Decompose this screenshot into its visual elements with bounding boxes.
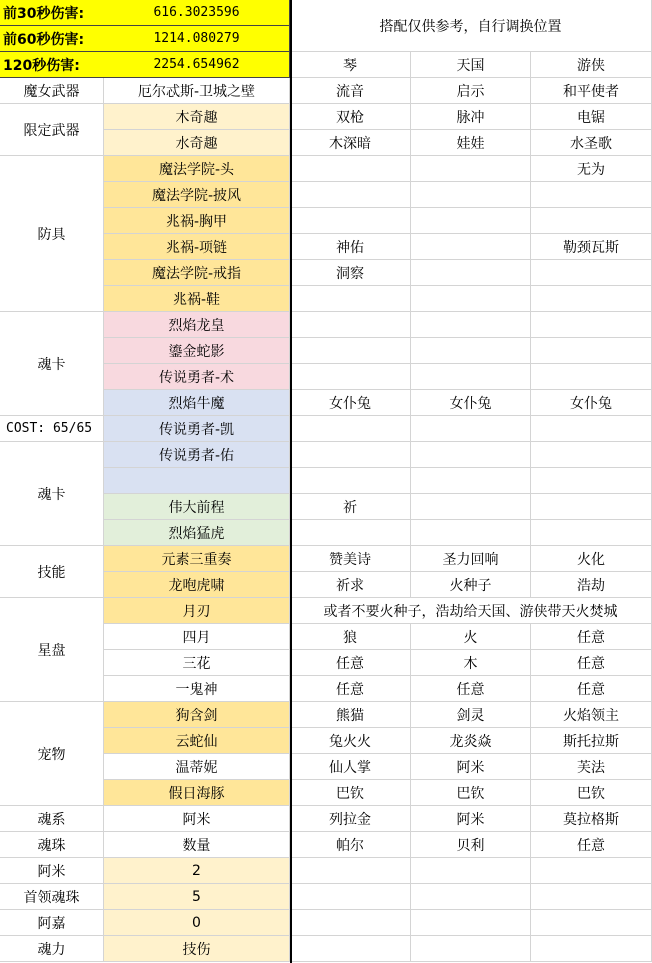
value-cell-1[interactable]: 木深暗 [290, 130, 411, 156]
value-cell-3[interactable]: 和平使者 [531, 78, 652, 104]
value-cell-3[interactable] [531, 936, 652, 962]
damage-value-d30[interactable]: 616.3023596 [104, 0, 290, 26]
value-cell-3[interactable]: 电锯 [531, 104, 652, 130]
item-cell[interactable]: 技伤 [104, 936, 290, 962]
damage-label-d120[interactable]: 120秒伤害: [0, 52, 104, 78]
category-star[interactable]: 星盘 [0, 598, 104, 702]
value-cell-2[interactable] [411, 260, 531, 286]
item-cell[interactable]: 鎏金蛇影 [104, 338, 290, 364]
value-cell-3[interactable]: 斯托拉斯 [531, 728, 652, 754]
value-cell-2[interactable] [411, 234, 531, 260]
item-cell[interactable]: 伟大前程 [104, 494, 290, 520]
item-cell[interactable]: 兆祸-项链 [104, 234, 290, 260]
value-cell-2[interactable] [411, 416, 531, 442]
value-cell-1[interactable] [290, 520, 411, 546]
value-cell-3[interactable]: 火化 [531, 546, 652, 572]
category-pet[interactable]: 宠物 [0, 702, 104, 806]
item-cell[interactable]: 传说勇者-佑 [104, 442, 290, 468]
value-cell-2[interactable] [411, 208, 531, 234]
value-cell-2[interactable] [411, 182, 531, 208]
value-cell-2[interactable]: 剑灵 [411, 702, 531, 728]
value-cell-3[interactable]: 浩劫 [531, 572, 652, 598]
item-cell[interactable]: 数量 [104, 832, 290, 858]
item-cell[interactable]: 狗含剑 [104, 702, 290, 728]
value-cell-3[interactable] [531, 416, 652, 442]
value-cell-3[interactable] [531, 468, 652, 494]
category-skill[interactable]: 技能 [0, 546, 104, 598]
category-soul_power[interactable]: 魂力 [0, 936, 104, 962]
item-cell[interactable]: 兆祸-胸甲 [104, 208, 290, 234]
value-cell-3[interactable]: 水圣歌 [531, 130, 652, 156]
value-cell-2[interactable]: 阿米 [411, 754, 531, 780]
item-cell[interactable]: 云蛇仙 [104, 728, 290, 754]
value-cell-1[interactable] [290, 884, 411, 910]
category-armor[interactable]: 防具 [0, 156, 104, 312]
value-cell-1[interactable] [290, 364, 411, 390]
value-cell-3[interactable] [531, 364, 652, 390]
value-cell-2[interactable]: 启示 [411, 78, 531, 104]
column-header-3[interactable]: 游侠 [531, 52, 652, 78]
value-cell-2[interactable]: 龙炎焱 [411, 728, 531, 754]
value-cell-3[interactable] [531, 884, 652, 910]
value-cell-3[interactable] [531, 208, 652, 234]
item-cell[interactable]: 龙咆虎啸 [104, 572, 290, 598]
item-cell[interactable]: 元素三重奏 [104, 546, 290, 572]
value-cell-2[interactable] [411, 156, 531, 182]
value-cell-3[interactable] [531, 338, 652, 364]
value-cell-1[interactable]: 列拉金 [290, 806, 411, 832]
value-cell-1[interactable] [290, 312, 411, 338]
value-cell-2[interactable] [411, 364, 531, 390]
value-cell-2[interactable] [411, 858, 531, 884]
damage-value-d120[interactable]: 2254.654962 [104, 52, 290, 78]
value-cell-3[interactable] [531, 312, 652, 338]
item-cell[interactable]: 一鬼神 [104, 676, 290, 702]
category-ami[interactable]: 阿米 [0, 858, 104, 884]
value-cell-2[interactable]: 贝利 [411, 832, 531, 858]
value-cell-2[interactable]: 任意 [411, 676, 531, 702]
value-cell-3[interactable] [531, 442, 652, 468]
value-cell-3[interactable]: 任意 [531, 676, 652, 702]
value-cell-3[interactable] [531, 494, 652, 520]
value-cell-1[interactable] [290, 338, 411, 364]
category-leader_bead[interactable]: 首领魂珠 [0, 884, 104, 910]
item-cell[interactable]: 三花 [104, 650, 290, 676]
value-cell-3[interactable] [531, 858, 652, 884]
item-cell[interactable]: 烈焰猛虎 [104, 520, 290, 546]
damage-value-d60[interactable]: 1214.080279 [104, 26, 290, 52]
value-cell-1[interactable]: 赞美诗 [290, 546, 411, 572]
value-cell-3[interactable] [531, 182, 652, 208]
value-cell-2[interactable]: 巴钦 [411, 780, 531, 806]
value-cell-2[interactable]: 圣力回响 [411, 546, 531, 572]
value-cell-1[interactable]: 女仆兔 [290, 390, 411, 416]
item-cell[interactable]: 木奇趣 [104, 104, 290, 130]
value-cell-1[interactable] [290, 442, 411, 468]
category-soulcard2[interactable]: 魂卡 [0, 442, 104, 546]
value-cell-3[interactable]: 无为 [531, 156, 652, 182]
value-cell-2[interactable] [411, 910, 531, 936]
category-cost[interactable]: COST: 65/65 [0, 416, 104, 442]
value-cell-1[interactable] [290, 858, 411, 884]
value-cell-1[interactable]: 兔火火 [290, 728, 411, 754]
value-cell-1[interactable]: 狼 [290, 624, 411, 650]
value-cell-3[interactable] [531, 286, 652, 312]
value-cell-2[interactable]: 阿米 [411, 806, 531, 832]
value-cell-2[interactable] [411, 286, 531, 312]
value-cell-1[interactable]: 流音 [290, 78, 411, 104]
value-cell-1[interactable] [290, 468, 411, 494]
item-cell[interactable]: 兆祸-鞋 [104, 286, 290, 312]
value-cell-2[interactable] [411, 936, 531, 962]
value-cell-3[interactable]: 任意 [531, 832, 652, 858]
item-cell[interactable]: 2 [104, 858, 290, 884]
value-cell-3[interactable] [531, 520, 652, 546]
item-cell[interactable]: 烈焰龙皇 [104, 312, 290, 338]
value-cell-2[interactable]: 娃娃 [411, 130, 531, 156]
value-cell-2[interactable] [411, 338, 531, 364]
value-cell-1[interactable]: 仙人掌 [290, 754, 411, 780]
category-soul_sys[interactable]: 魂系 [0, 806, 104, 832]
value-cell-1[interactable]: 熊猫 [290, 702, 411, 728]
value-cell-1[interactable]: 双枪 [290, 104, 411, 130]
value-cell-1[interactable] [290, 936, 411, 962]
item-cell[interactable]: 水奇趣 [104, 130, 290, 156]
category-limited[interactable]: 限定武器 [0, 104, 104, 156]
item-cell[interactable]: 传说勇者-术 [104, 364, 290, 390]
value-cell-1[interactable]: 巴钦 [290, 780, 411, 806]
item-cell[interactable]: 阿米 [104, 806, 290, 832]
value-cell-3[interactable] [531, 260, 652, 286]
item-cell[interactable]: 0 [104, 910, 290, 936]
item-cell[interactable]: 温蒂妮 [104, 754, 290, 780]
value-cell-1[interactable]: 祈 [290, 494, 411, 520]
note-span-cell[interactable]: 或者不要火种子，浩劫给天国、游侠带天火焚城 [290, 598, 652, 624]
value-cell-3[interactable]: 勒颈瓦斯 [531, 234, 652, 260]
value-cell-1[interactable]: 帕尔 [290, 832, 411, 858]
value-cell-2[interactable] [411, 494, 531, 520]
value-cell-1[interactable] [290, 416, 411, 442]
value-cell-2[interactable]: 火种子 [411, 572, 531, 598]
value-cell-3[interactable]: 火焰领主 [531, 702, 652, 728]
value-cell-1[interactable]: 洞察 [290, 260, 411, 286]
item-cell[interactable]: 传说勇者-凯 [104, 416, 290, 442]
category-soul_bead[interactable]: 魂珠 [0, 832, 104, 858]
value-cell-1[interactable] [290, 910, 411, 936]
value-cell-3[interactable]: 莫拉格斯 [531, 806, 652, 832]
value-cell-1[interactable] [290, 286, 411, 312]
value-cell-1[interactable] [290, 156, 411, 182]
value-cell-1[interactable]: 祈求 [290, 572, 411, 598]
value-cell-1[interactable]: 任意 [290, 676, 411, 702]
value-cell-2[interactable]: 脉冲 [411, 104, 531, 130]
note-cell[interactable]: 搭配仅供参考，自行调换位置 [290, 0, 652, 52]
item-cell[interactable]: 厄尔忒斯-卫城之壁 [104, 78, 290, 104]
item-cell[interactable]: 烈焰牛魔 [104, 390, 290, 416]
category-ajia[interactable]: 阿嘉 [0, 910, 104, 936]
value-cell-3[interactable] [531, 910, 652, 936]
value-cell-2[interactable] [411, 520, 531, 546]
value-cell-1[interactable]: 任意 [290, 650, 411, 676]
value-cell-3[interactable]: 女仆兔 [531, 390, 652, 416]
value-cell-2[interactable]: 女仆兔 [411, 390, 531, 416]
category-weapon[interactable]: 魔女武器 [0, 78, 104, 104]
value-cell-2[interactable]: 木 [411, 650, 531, 676]
damage-label-d60[interactable]: 前60秒伤害: [0, 26, 104, 52]
category-soulcard1[interactable]: 魂卡 [0, 312, 104, 416]
value-cell-3[interactable]: 任意 [531, 624, 652, 650]
value-cell-1[interactable] [290, 182, 411, 208]
item-cell[interactable]: 5 [104, 884, 290, 910]
item-cell[interactable]: 四月 [104, 624, 290, 650]
item-cell[interactable]: 月刃 [104, 598, 290, 624]
column-separator [290, 0, 292, 963]
value-cell-2[interactable] [411, 312, 531, 338]
value-cell-1[interactable] [290, 208, 411, 234]
item-cell[interactable]: 假日海豚 [104, 780, 290, 806]
value-cell-3[interactable]: 巴钦 [531, 780, 652, 806]
value-cell-3[interactable]: 芙法 [531, 754, 652, 780]
column-header-2[interactable]: 天国 [411, 52, 531, 78]
value-cell-1[interactable]: 神佑 [290, 234, 411, 260]
item-cell[interactable]: 魔法学院-头 [104, 156, 290, 182]
item-cell[interactable]: 魔法学院-戒指 [104, 260, 290, 286]
damage-label-d30[interactable]: 前30秒伤害: [0, 0, 104, 26]
value-cell-2[interactable] [411, 884, 531, 910]
value-cell-2[interactable]: 火 [411, 624, 531, 650]
value-cell-3[interactable]: 任意 [531, 650, 652, 676]
item-cell[interactable] [104, 468, 290, 494]
item-cell[interactable]: 魔法学院-披风 [104, 182, 290, 208]
column-header-1[interactable]: 琴 [290, 52, 411, 78]
value-cell-2[interactable] [411, 468, 531, 494]
value-cell-2[interactable] [411, 442, 531, 468]
